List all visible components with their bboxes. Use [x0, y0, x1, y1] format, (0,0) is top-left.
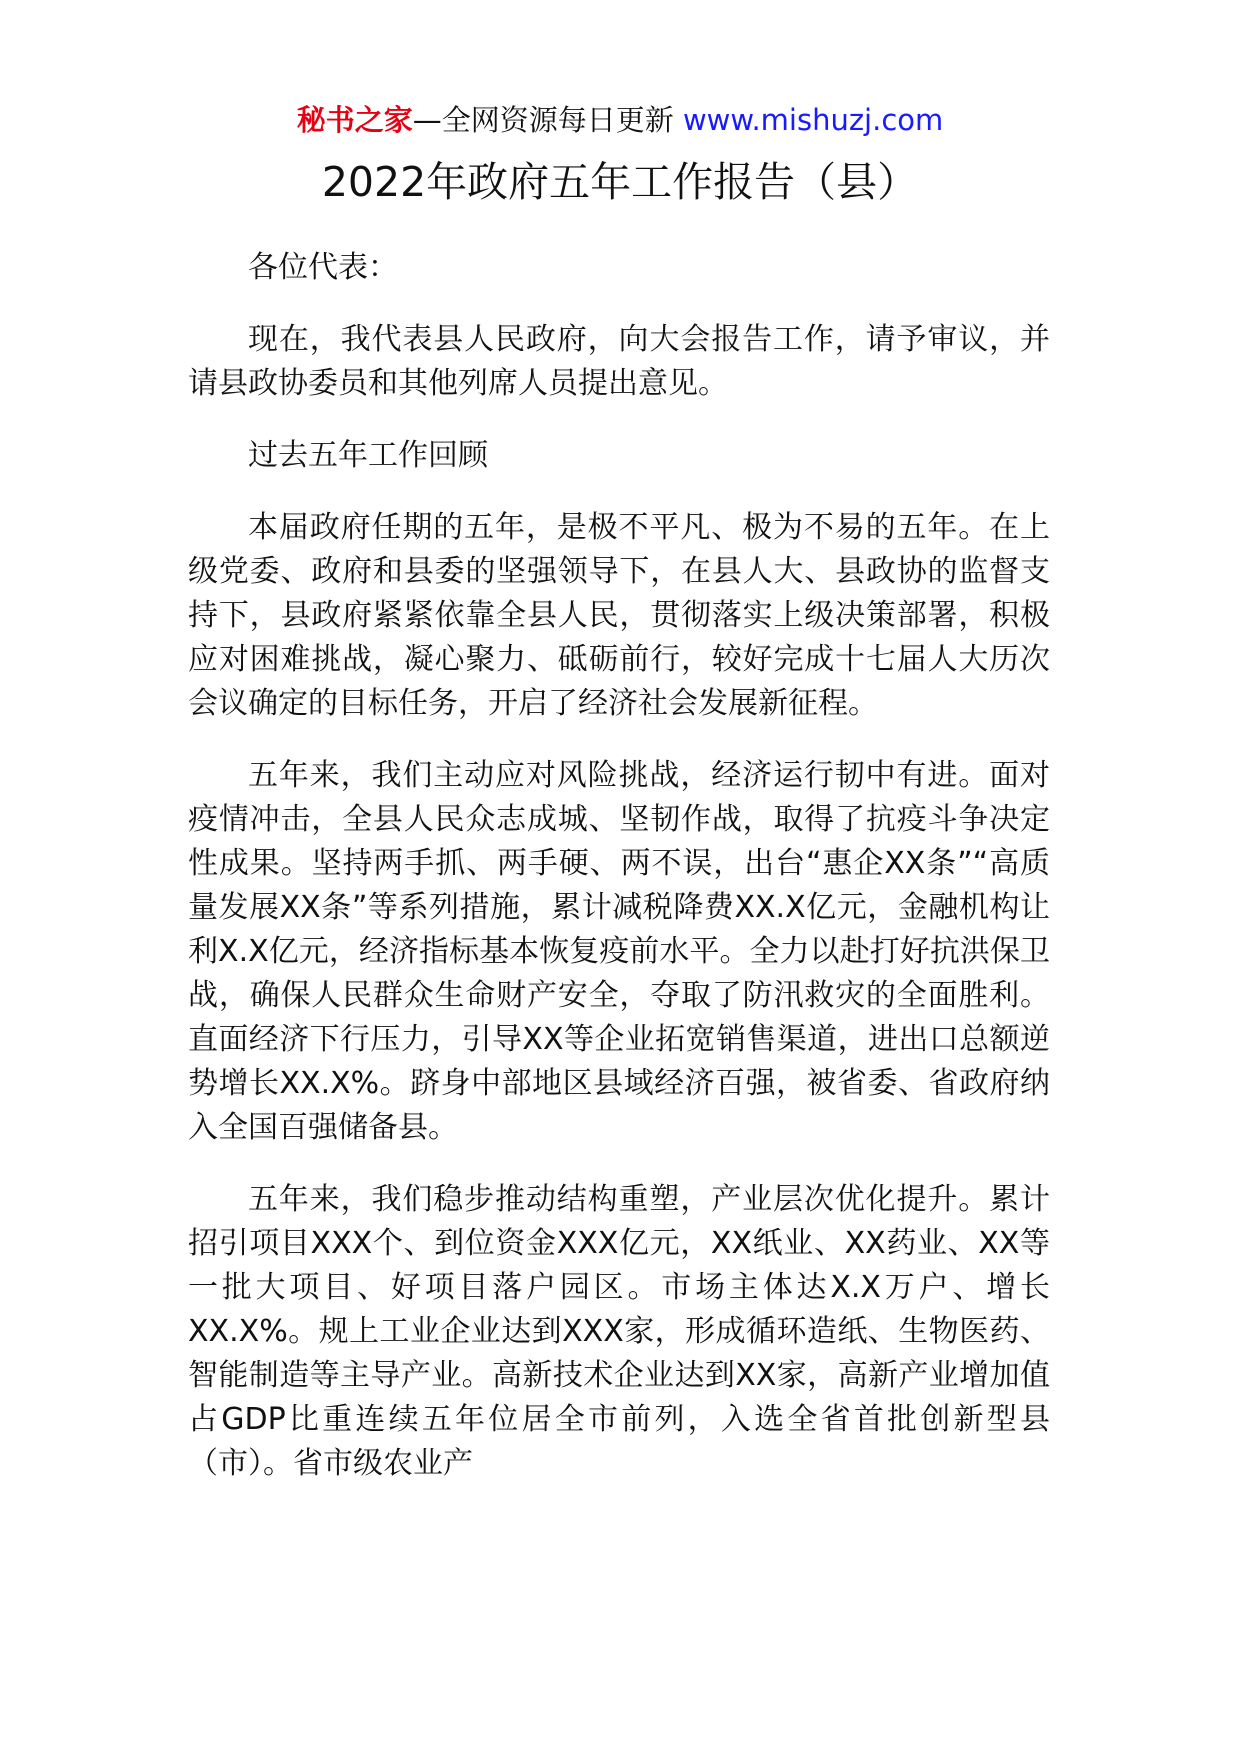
salutation: 各位代表：: [248, 250, 398, 285]
intro-paragraph: 现在，我代表县人民政府，向大会报告工作，请予审议，并请县政协委员和其他列席人员提出意见。: [188, 322, 1050, 401]
body-paragraph: 五年来，我们稳步推动结构重塑，产业层次优化提升。累计招引项目XXX个、到位资金XXX亿元，XX纸业、XX药业、XX等一批大项目、好项目落户园区。市场主体达X.X万户、增长XX.X%。规上工业企业达到XXX家，形成循环造纸、生物医药、智能制造等主导产业。高新技术企业达到XX家，高新产业增加值占GDP比重连续五年位居全市前列，入选全省首批创新型县（市）。省市级农业产: [188, 1182, 1050, 1481]
section-heading: 过去五年工作回顾: [248, 438, 488, 473]
site-url: www.mishuzj.com: [682, 103, 944, 137]
header-tagline: —全网资源每日更新: [412, 103, 683, 137]
watermark-header: [0, 100, 1240, 140]
brand-name: 秘书之家: [296, 103, 413, 137]
document-body: [188, 246, 1050, 1514]
body-paragraph: 五年来，我们主动应对风险挑战，经济运行韧中有进。面对疫情冲击，全县人民众志成城、坚韧作战，取得了抗疫斗争决定性成果。坚持两手抓、两手硬、两不误，出台“惠企XX条”“高质量发展XX条”等系列措施，累计减税降费XX.X亿元，金融机构让利X.X亿元，经济指标基本恢复疫前水平。全力以赴打好抗洪保卫战，确保人民群众生命财产安全，夺取了防汛救灾的全面胜利。直面经济下行压力，引导XX等企业拓宽销售渠道，进出口总额逆势增长XX.X%。跻身中部地区县域经济百强，被省委、省政府纳入全国百强储备县。: [188, 758, 1050, 1145]
body-paragraph: 本届政府任期的五年，是极不平凡、极为不易的五年。在上级党委、政府和县委的坚强领导下，在县人大、县政协的监督支持下，县政府紧紧依靠全县人民，贯彻落实上级决策部署，积极应对困难挑战，凝心聚力、砥砺前行，较好完成十七届人大历次会议确定的目标任务，开启了经济社会发展新征程。: [188, 510, 1050, 721]
document-title: 2022年政府五年工作报告（县）: [321, 158, 919, 206]
